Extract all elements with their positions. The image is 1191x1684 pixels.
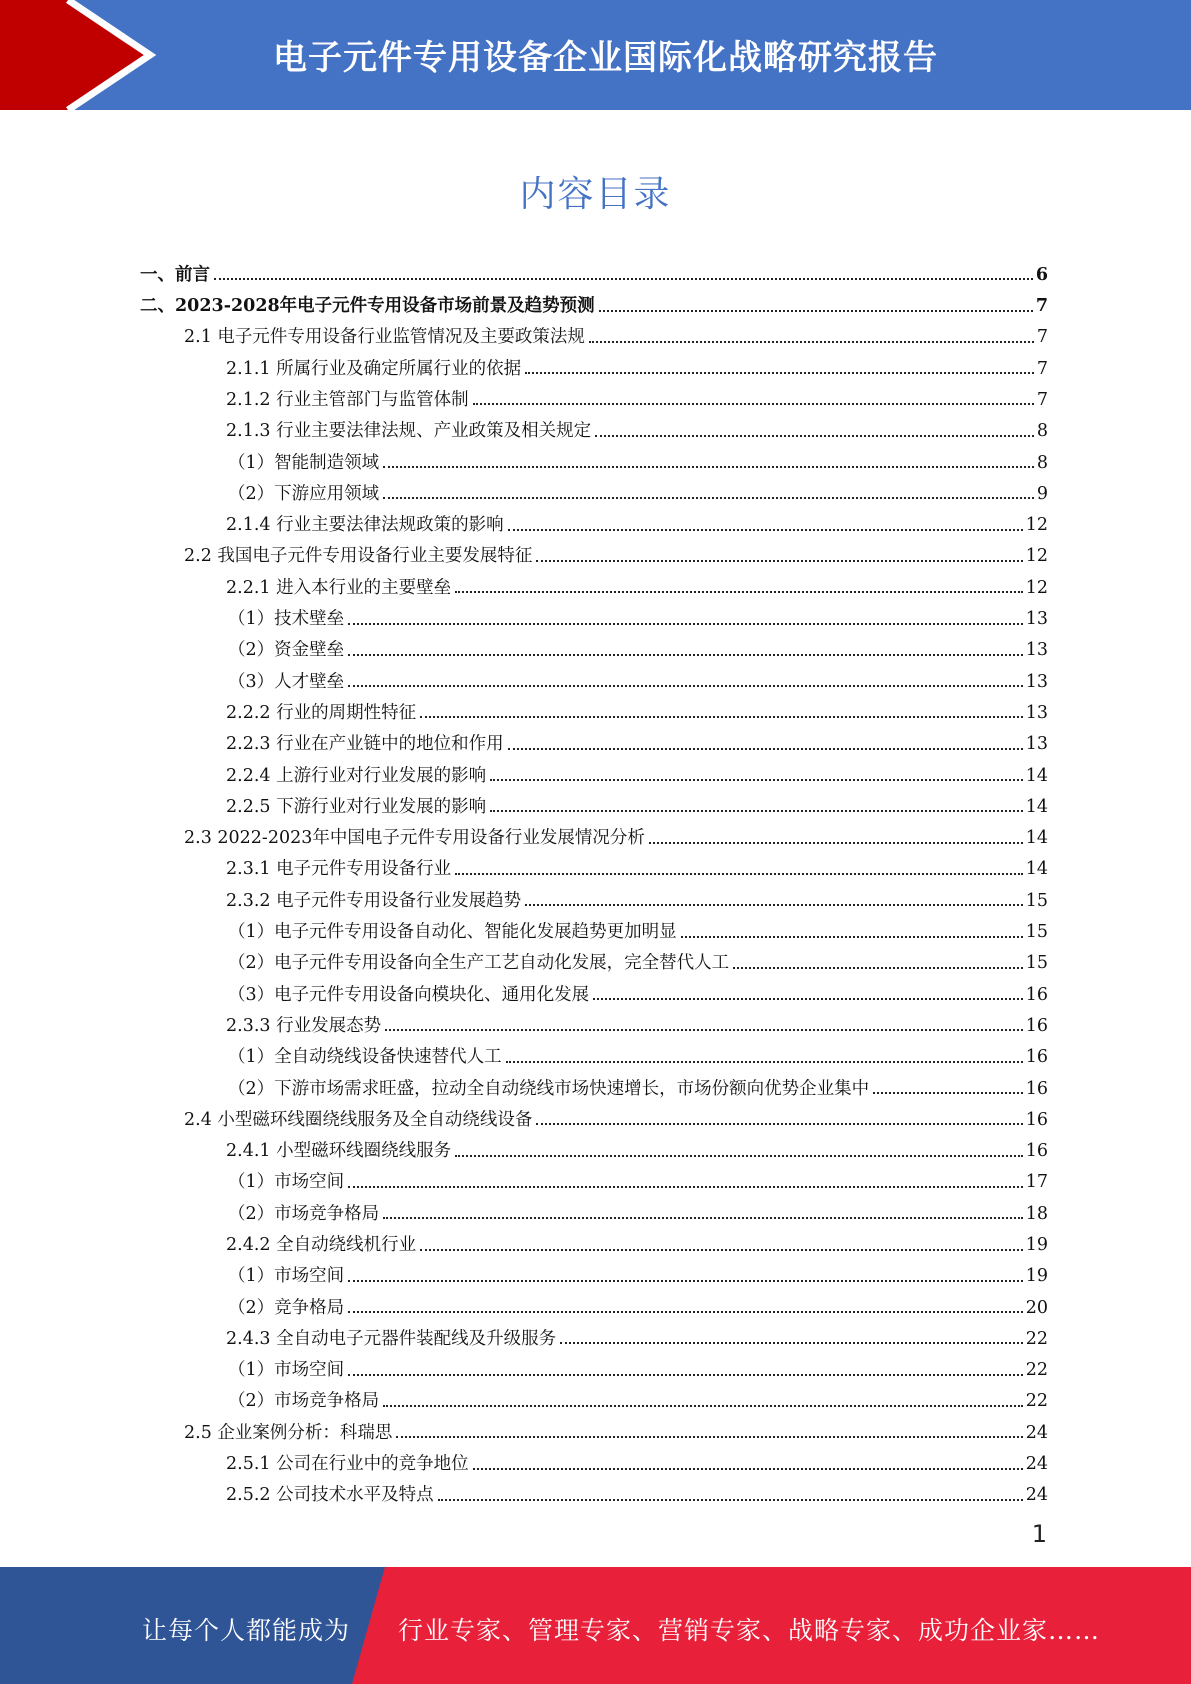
- toc-entry-title: （2）资金壁垒: [228, 640, 345, 661]
- toc-entry[interactable]: [140, 1444, 1048, 1475]
- toc-entry[interactable]: [140, 599, 1048, 630]
- toc-dot-leader: [348, 654, 1023, 656]
- toc-entry[interactable]: [140, 975, 1048, 1006]
- toc-dot-leader: [589, 341, 1034, 343]
- toc-entry-page: 19: [1025, 1235, 1048, 1255]
- toc-entry-page: 20: [1025, 1297, 1048, 1318]
- toc-entry-page: 24: [1025, 1422, 1048, 1443]
- toc-entry-title: 2.2.1 进入本行业的主要壁垒: [226, 577, 452, 598]
- toc-dot-leader: [348, 1374, 1023, 1376]
- toc-entry-page: 18: [1025, 1203, 1048, 1224]
- footer-banner: [0, 1567, 1191, 1684]
- toc-entry-title: （3）人才壁垒: [228, 671, 345, 692]
- toc-entry-page: 13: [1025, 671, 1048, 692]
- toc-entry[interactable]: [140, 1100, 1048, 1131]
- toc-entry[interactable]: [140, 380, 1048, 411]
- toc-entry-title: （1）智能制造领域: [228, 452, 380, 473]
- toc-entry-page: 15: [1025, 890, 1048, 911]
- toc-dot-leader: [455, 1155, 1023, 1157]
- toc-entry-page: 13: [1025, 702, 1048, 723]
- toc-entry-page: 6: [1035, 264, 1048, 285]
- header-banner: [0, 0, 1191, 110]
- toc-entry[interactable]: [140, 568, 1048, 599]
- toc-entry-page: 13: [1025, 640, 1048, 661]
- toc-dot-leader: [473, 403, 1034, 405]
- toc-entry-page: 9: [1036, 483, 1048, 504]
- page-number: 1: [1031, 1520, 1047, 1548]
- toc-entry-page: 7: [1036, 358, 1048, 379]
- toc-entry-title: 2.1 电子元件专用设备行业监管情况及主要政策法规: [184, 327, 585, 348]
- toc-entry-title: 一、前言: [140, 264, 210, 285]
- toc-entry-page: 12: [1025, 577, 1048, 598]
- toc-entry[interactable]: [140, 505, 1048, 536]
- toc-entry[interactable]: [140, 537, 1048, 568]
- toc-entry-title: （2）下游应用领域: [228, 483, 380, 504]
- toc-entry-title: 2.3.1 电子元件专用设备行业: [226, 859, 452, 880]
- toc-entry-page: 15: [1025, 922, 1048, 943]
- toc-entry[interactable]: [140, 631, 1048, 662]
- toc-dot-leader: [348, 1280, 1023, 1282]
- toc-entry-title: 2.3.3 行业发展态势: [226, 1015, 382, 1036]
- toc-entry-title: （3）电子元件专用设备向模块化、通用化发展: [228, 984, 590, 1005]
- toc-entry-page: 16: [1025, 1015, 1048, 1036]
- toc-entry-page: 22: [1025, 1328, 1048, 1349]
- toc-entry[interactable]: [140, 881, 1048, 912]
- toc-dot-leader: [536, 560, 1022, 562]
- toc-entry-title: 2.1.4 行业主要法律法规政策的影响: [226, 515, 504, 536]
- toc-dot-leader: [383, 1405, 1023, 1407]
- toc-dot-leader: [733, 967, 1023, 969]
- toc-entry-title: （1）市场空间: [228, 1172, 345, 1193]
- toc-entry-title: （1）电子元件专用设备自动化、智能化发展趋势更加明显: [228, 922, 677, 943]
- toc-dot-leader: [473, 1468, 1023, 1470]
- toc-entry-page: 16: [1025, 1078, 1048, 1099]
- toc-dot-leader: [348, 685, 1023, 687]
- toc-entry[interactable]: [140, 850, 1048, 881]
- toc-entry-title: 2.3.2 电子元件专用设备行业发展趋势: [226, 890, 522, 911]
- toc-dot-leader: [385, 1029, 1023, 1031]
- toc-entry-page: 7: [1035, 296, 1048, 317]
- toc-entry[interactable]: [140, 944, 1048, 975]
- toc-entry[interactable]: [140, 756, 1048, 787]
- toc-entry-page: 13: [1025, 734, 1048, 755]
- toc-entry-page: 13: [1025, 609, 1048, 630]
- toc-entry-page: 16: [1025, 1109, 1048, 1130]
- toc-entry-page: 22: [1025, 1391, 1048, 1412]
- toc-entry-title: 2.4.1 小型磁环线圈绕线服务: [226, 1141, 452, 1162]
- toc-entry[interactable]: [140, 1225, 1048, 1256]
- toc-entry-page: 14: [1025, 828, 1048, 849]
- toc-dot-leader: [873, 1092, 1023, 1094]
- toc-dot-leader: [455, 873, 1023, 875]
- toc-entry[interactable]: [140, 693, 1048, 724]
- toc-entry[interactable]: [140, 912, 1048, 943]
- red-chevron-decoration: [0, 0, 160, 110]
- toc-dot-leader: [383, 497, 1034, 499]
- toc-entry[interactable]: [140, 1350, 1048, 1381]
- toc-dot-leader: [420, 1249, 1023, 1251]
- toc-entry-title: 2.5.2 公司技术水平及特点: [226, 1485, 434, 1506]
- toc-entry[interactable]: [140, 349, 1048, 380]
- toc-entry[interactable]: [140, 724, 1048, 755]
- toc-dot-leader: [599, 310, 1033, 312]
- toc-dot-leader: [396, 1436, 1022, 1438]
- toc-entry[interactable]: [140, 1257, 1048, 1288]
- toc-dot-leader: [490, 779, 1023, 781]
- toc-dot-leader: [536, 1123, 1022, 1125]
- toc-entry-page: 22: [1025, 1360, 1048, 1381]
- toc-entry[interactable]: [140, 662, 1048, 693]
- toc-entry[interactable]: [140, 318, 1048, 349]
- toc-entry[interactable]: [140, 1131, 1048, 1162]
- toc-dot-leader: [348, 623, 1023, 625]
- toc-entry-title: 2.3 2022-2023年中国电子元件专用设备行业发展情况分析: [184, 828, 645, 849]
- toc-entry[interactable]: [140, 1163, 1048, 1194]
- report-title: 电子元件专用设备企业国际化战略研究报告: [273, 38, 938, 78]
- toc-entry-page: 17: [1025, 1172, 1048, 1193]
- toc-dot-leader: [383, 466, 1034, 468]
- toc-dot-leader: [348, 1186, 1023, 1188]
- toc-entry-title: 2.2 我国电子元件专用设备行业主要发展特征: [184, 546, 533, 567]
- toc-entry-page: 8: [1036, 452, 1048, 473]
- toc-entry-page: 19: [1025, 1266, 1048, 1287]
- toc-entry-title: 2.2.5 下游行业对行业发展的影响: [226, 796, 487, 817]
- toc-dot-leader: [455, 591, 1023, 593]
- toc-dot-leader: [508, 748, 1023, 750]
- toc-dot-leader: [383, 1217, 1023, 1219]
- toc-dot-leader: [506, 1061, 1023, 1063]
- toc-dot-leader: [348, 1311, 1023, 1313]
- toc-entry[interactable]: [140, 255, 1048, 286]
- toc-entry-page: 12: [1025, 546, 1048, 567]
- toc-dot-leader: [508, 529, 1023, 531]
- toc-entry-title: 2.2.4 上游行业对行业发展的影响: [226, 765, 487, 786]
- toc-entry-page: 16: [1025, 984, 1048, 1005]
- toc-entry-title: 2.5.1 公司在行业中的竞争地位: [226, 1454, 469, 1475]
- toc-entry-page: 14: [1025, 859, 1048, 880]
- toc-entry-title: 2.2.3 行业在产业链中的地位和作用: [226, 734, 504, 755]
- toc-dot-leader: [560, 1342, 1023, 1344]
- toc-entry-page: 7: [1036, 389, 1048, 410]
- toc-entry[interactable]: [140, 286, 1048, 317]
- toc-entry[interactable]: [140, 411, 1048, 442]
- footer-slogan-left: 让每个人都能成为: [142, 1616, 351, 1645]
- toc-entry[interactable]: [140, 1382, 1048, 1413]
- toc-entry-title: 2.2.2 行业的周期性特征: [226, 702, 417, 723]
- toc-entry[interactable]: [140, 1476, 1048, 1507]
- toc-entry-title: （2）市场竞争格局: [228, 1391, 380, 1412]
- toc-dot-leader: [525, 904, 1023, 906]
- toc-dot-leader: [438, 1499, 1023, 1501]
- toc-entry[interactable]: [140, 1069, 1048, 1100]
- toc-entry[interactable]: [140, 1006, 1048, 1037]
- toc-entry-title: （2）下游市场需求旺盛，拉动全自动绕线市场快速增长，市场份额向优势企业集中: [228, 1078, 870, 1099]
- toc-entry-page: 24: [1025, 1485, 1048, 1506]
- toc-heading: 内容目录: [519, 174, 672, 215]
- toc-entry[interactable]: [140, 818, 1048, 849]
- toc-entry-page: 8: [1036, 421, 1048, 442]
- toc-dot-leader: [214, 278, 1033, 280]
- toc-entry-title: （2）电子元件专用设备向全生产工艺自动化发展，完全替代人工: [228, 953, 730, 974]
- toc-entry[interactable]: [140, 1194, 1048, 1225]
- footer-slogan-right: 行业专家、管理专家、营销专家、战略专家、成功企业家……: [398, 1616, 1101, 1645]
- toc-entry-title: （2）竞争格局: [228, 1297, 345, 1318]
- toc-entry[interactable]: [140, 1413, 1048, 1444]
- toc-dot-leader: [490, 810, 1023, 812]
- toc-entry-title: 2.1.3 行业主要法律法规、产业政策及相关规定: [226, 421, 592, 442]
- toc-entry[interactable]: [140, 443, 1048, 474]
- toc-entry[interactable]: [140, 1288, 1048, 1319]
- toc-entry-title: 2.4 小型磁环线圈绕线服务及全自动绕线设备: [184, 1109, 533, 1130]
- toc-dot-leader: [420, 716, 1023, 718]
- toc-entry-page: 12: [1025, 515, 1048, 536]
- toc-dot-leader: [595, 435, 1034, 437]
- toc-entry-page: 16: [1025, 1047, 1048, 1068]
- toc-entry[interactable]: [140, 787, 1048, 818]
- toc-entry-title: （1）市场空间: [228, 1266, 345, 1287]
- toc-entry-title: 2.4.3 全自动电子元器件装配线及升级服务: [226, 1328, 557, 1349]
- toc-entry[interactable]: [140, 1319, 1048, 1350]
- toc-entry-page: 15: [1025, 953, 1048, 974]
- toc-entry-title: 2.4.2 全自动绕线机行业: [226, 1235, 417, 1255]
- toc-entry[interactable]: [140, 474, 1048, 505]
- table-of-contents: [140, 255, 1048, 1507]
- toc-dot-leader: [649, 842, 1023, 844]
- toc-entry-title: （2）市场竞争格局: [228, 1203, 380, 1224]
- toc-dot-leader: [525, 372, 1034, 374]
- toc-entry-title: （1）市场空间: [228, 1360, 345, 1381]
- toc-entry-title: （1）技术壁垒: [228, 609, 345, 630]
- toc-dot-leader: [681, 936, 1023, 938]
- toc-entry-page: 14: [1025, 765, 1048, 786]
- toc-entry[interactable]: [140, 1037, 1048, 1068]
- toc-dot-leader: [593, 998, 1023, 1000]
- toc-entry-title: （1）全自动绕线设备快速替代人工: [228, 1047, 502, 1068]
- toc-entry-page: 14: [1025, 796, 1048, 817]
- toc-entry-title: 二、2023-2028年电子元件专用设备市场前景及趋势预测: [140, 296, 595, 317]
- toc-entry-page: 24: [1025, 1454, 1048, 1475]
- toc-entry-page: 16: [1025, 1141, 1048, 1162]
- toc-entry-title: 2.5 企业案例分析：科瑞思: [184, 1422, 393, 1443]
- toc-entry-title: 2.1.1 所属行业及确定所属行业的依据: [226, 358, 522, 379]
- toc-entry-page: 7: [1036, 327, 1048, 348]
- toc-entry-title: 2.1.2 行业主管部门与监管体制: [226, 389, 469, 410]
